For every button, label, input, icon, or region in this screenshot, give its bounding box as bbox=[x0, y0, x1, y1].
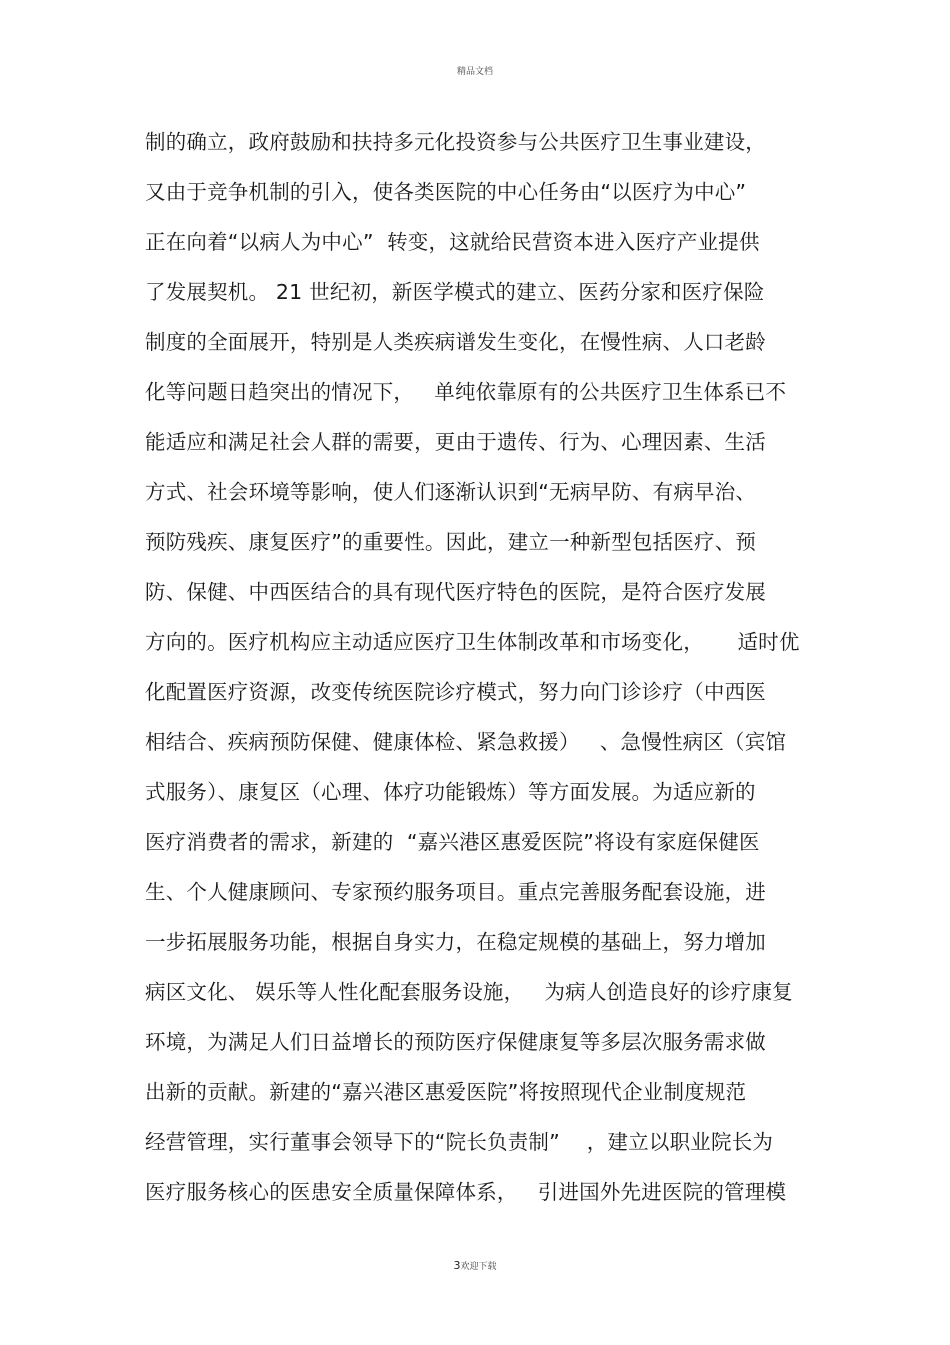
text-line: 方向的。医疗机构应主动适应医疗卫生体制改革和市场变化， 适时优 bbox=[145, 630, 800, 654]
text-line: 制的确立，政府鼓励和扶持多元化投资参与公共医疗卫生事业建设， bbox=[145, 130, 766, 154]
text-line: 正在向着“以病人为中心” 转变，这就给民营资本进入医疗产业提供 bbox=[145, 230, 760, 254]
text-line: 经营管理，实行董事会领导下的“院长负责制” ，建立以职业院长为 bbox=[145, 1130, 774, 1154]
text-line: 医疗消费者的需求，新建的 “嘉兴港区惠爱医院”将设有家庭保健医 bbox=[145, 830, 760, 854]
text-line: 式服务）、康复区（心理、体疗功能锻炼）等方面发展。为适应新的 bbox=[145, 780, 756, 804]
text-line: 了发展契机。 21 世纪初，新医学模式的建立、医药分家和医疗保险 bbox=[145, 280, 765, 304]
page-number: 3 bbox=[453, 1259, 461, 1272]
text-line: 方式、社会环境等影响，使人们逐渐认识到“无病早防、有病早治、 bbox=[145, 480, 757, 504]
text-line: 化配置医疗资源，改变传统医院诊疗模式，努力向门诊诊疗（中西医 bbox=[145, 680, 766, 704]
text-line: 预防残疾、康复医疗”的重要性。因此，建立一种新型包括医疗、预 bbox=[145, 530, 757, 554]
text-line: 病区文化、 娱乐等人性化配套服务设施， 为病人创造良好的诊疗康复 bbox=[145, 980, 793, 1004]
text-line: 医疗服务核心的医患安全质量保障体系， 引进国外先进医院的管理模 bbox=[145, 1180, 787, 1204]
text-line: 出新的贡献。新建的“嘉兴港区惠爱医院”将按照现代企业制度规范 bbox=[145, 1080, 747, 1104]
text-line: 生、个人健康顾问、专家预约服务项目。重点完善服务配套设施，进 bbox=[145, 880, 766, 904]
footer-text: 欢迎下载 bbox=[460, 1262, 497, 1272]
text-line: 制度的全面展开，特别是人类疾病谱发生变化，在慢性病、人口老龄 bbox=[145, 330, 766, 354]
text-line: 相结合、疾病预防保健、健康体检、紧急救援） 、急慢性病区（宾馆 bbox=[145, 730, 787, 754]
document-body bbox=[145, 124, 825, 1224]
text-line: 防、保健、中西医结合的具有现代医疗特色的医院，是符合医疗发展 bbox=[145, 580, 766, 604]
text-line: 能适应和满足社会人群的需要，更由于遗传、行为、心理因素、生活 bbox=[145, 430, 766, 454]
text-line: 一步拓展服务功能，根据自身实力，在稳定规模的基础上，努力增加 bbox=[145, 930, 766, 954]
page-header: 精品文档 bbox=[456, 67, 493, 77]
text-line: 环境，为满足人们日益增长的预防医疗保健康复等多层次服务需求做 bbox=[145, 1030, 766, 1054]
text-line: 又由于竞争机制的引入，使各类医院的中心任务由“以医疗为中心” bbox=[145, 180, 747, 204]
text-line: 化等问题日趋突出的情况下， 单纯依靠原有的公共医疗卫生体系已不 bbox=[145, 380, 787, 404]
page-footer bbox=[0, 1259, 950, 1272]
